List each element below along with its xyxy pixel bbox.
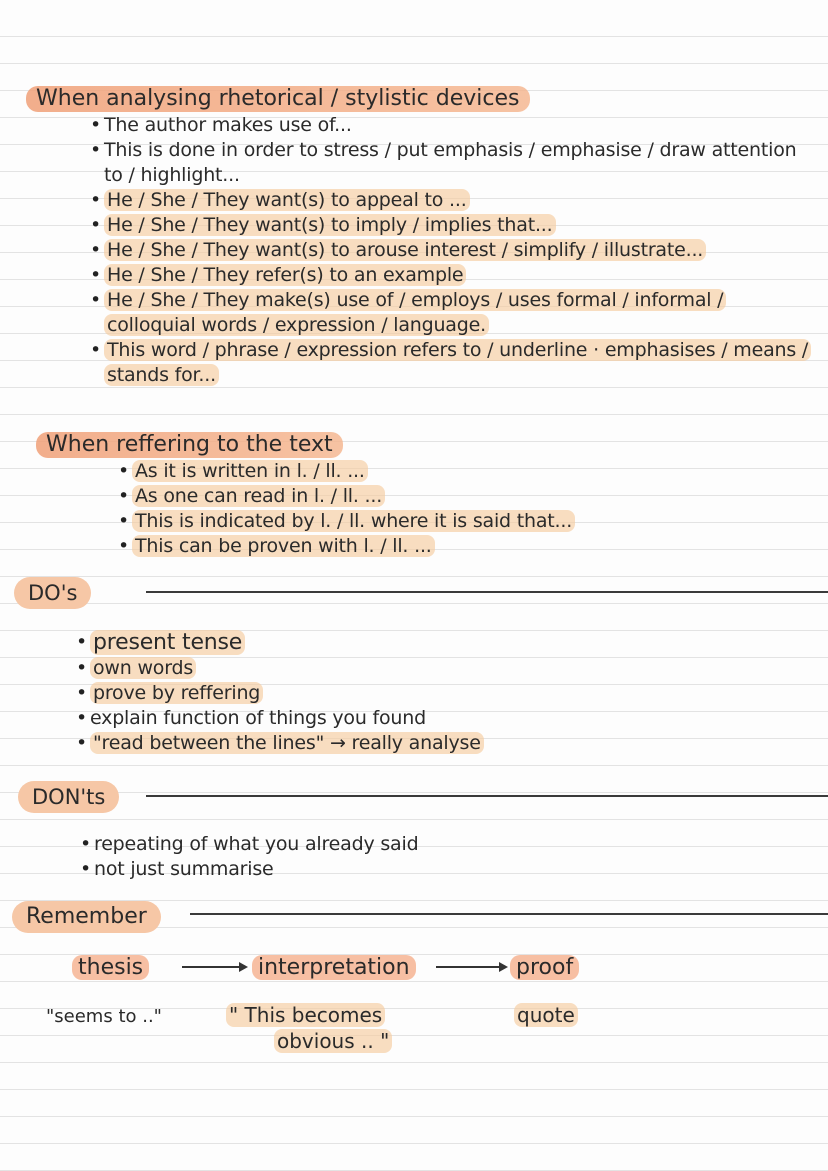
flow-interpretation bbox=[252, 954, 416, 982]
list-item bbox=[90, 238, 810, 263]
heading-donts: DON'ts bbox=[18, 781, 119, 813]
list-item bbox=[80, 857, 780, 882]
flow-sub-quote-text: quote bbox=[514, 1003, 578, 1027]
flow-proof-text: proof bbox=[510, 955, 579, 980]
flow-sub-line2: obvious .. " bbox=[274, 1029, 392, 1053]
list-item bbox=[76, 706, 776, 731]
divider bbox=[190, 913, 828, 915]
flow-sub-becomes-obvious bbox=[226, 1004, 385, 1026]
list-item-text: This can be proven with l. / ll. ... bbox=[132, 535, 435, 557]
list-item bbox=[90, 263, 810, 288]
list-item bbox=[118, 459, 808, 484]
list-item bbox=[90, 138, 810, 188]
list-item bbox=[118, 509, 808, 534]
rhetorical-phrases-list bbox=[90, 113, 810, 388]
list-item bbox=[76, 681, 776, 706]
list-item bbox=[90, 213, 810, 238]
heading-remember: Remember bbox=[12, 901, 161, 933]
list-item-text: own words bbox=[90, 657, 196, 679]
list-item bbox=[90, 113, 810, 138]
referring-phrases-list bbox=[118, 459, 808, 559]
flow-interpretation-text: interpretation bbox=[252, 955, 416, 980]
list-item bbox=[118, 484, 808, 509]
list-item-text: He / She / They refer(s) to an example bbox=[104, 264, 466, 286]
list-item bbox=[76, 731, 776, 756]
flow-proof bbox=[510, 954, 579, 982]
heading-dos: DO's bbox=[14, 577, 91, 609]
list-item-text: This is done in order to stress / put emphasis / emphasise / draw attention to / highlight... bbox=[104, 139, 797, 186]
dos-list bbox=[76, 630, 776, 756]
list-item-text: He / She / They want(s) to appeal to ... bbox=[104, 189, 470, 211]
list-item-text: He / She / They want(s) to arouse interest / simplify / illustrate... bbox=[104, 239, 706, 261]
list-item-text: repeating of what you already said bbox=[94, 833, 419, 855]
list-item bbox=[90, 338, 810, 388]
list-item-text: This word / phrase / expression refers to / underline · emphasises / means / stands for... bbox=[104, 339, 811, 386]
flow-thesis bbox=[72, 954, 149, 982]
flow-thesis-text: thesis bbox=[72, 955, 149, 980]
divider bbox=[146, 591, 828, 593]
flow-sub-quote bbox=[514, 1004, 578, 1026]
list-item-text: prove by reffering bbox=[90, 682, 263, 704]
list-item-text: not just summarise bbox=[94, 858, 274, 880]
arrow-icon bbox=[436, 966, 506, 968]
list-item bbox=[76, 630, 776, 656]
list-item-text: present tense bbox=[90, 630, 245, 655]
flow-sub-becomes-obvious-2 bbox=[274, 1030, 392, 1052]
flow-sub-line1: " This becomes bbox=[226, 1003, 385, 1027]
list-item-text: He / She / They want(s) to imply / implies that... bbox=[104, 214, 556, 236]
list-item-text: As one can read in l. / ll. ... bbox=[132, 485, 385, 507]
flow-sub-seems-to: "seems to .." bbox=[46, 1006, 162, 1027]
list-item bbox=[76, 656, 776, 681]
donts-list bbox=[80, 832, 780, 882]
list-item bbox=[80, 832, 780, 857]
list-item-text: He / She / They make(s) use of / employs / uses formal / informal / colloquial words / expression / language. bbox=[104, 289, 726, 336]
list-item-text: The author makes use of... bbox=[104, 114, 352, 136]
list-item-text: "read between the lines" → really analyse bbox=[90, 732, 484, 754]
list-item-text: As it is written in l. / ll. ... bbox=[132, 460, 368, 482]
divider bbox=[146, 795, 828, 797]
heading-referring-to-text: When reffering to the text bbox=[36, 432, 343, 458]
list-item bbox=[118, 534, 808, 559]
list-item bbox=[90, 188, 810, 213]
list-item bbox=[90, 288, 810, 338]
list-item-text: This is indicated by l. / ll. where it is said that... bbox=[132, 510, 575, 532]
list-item-text: explain function of things you found bbox=[90, 707, 426, 729]
heading-rhetorical-devices: When analysing rhetorical / stylistic devices bbox=[26, 86, 530, 112]
arrow-icon bbox=[182, 966, 246, 968]
